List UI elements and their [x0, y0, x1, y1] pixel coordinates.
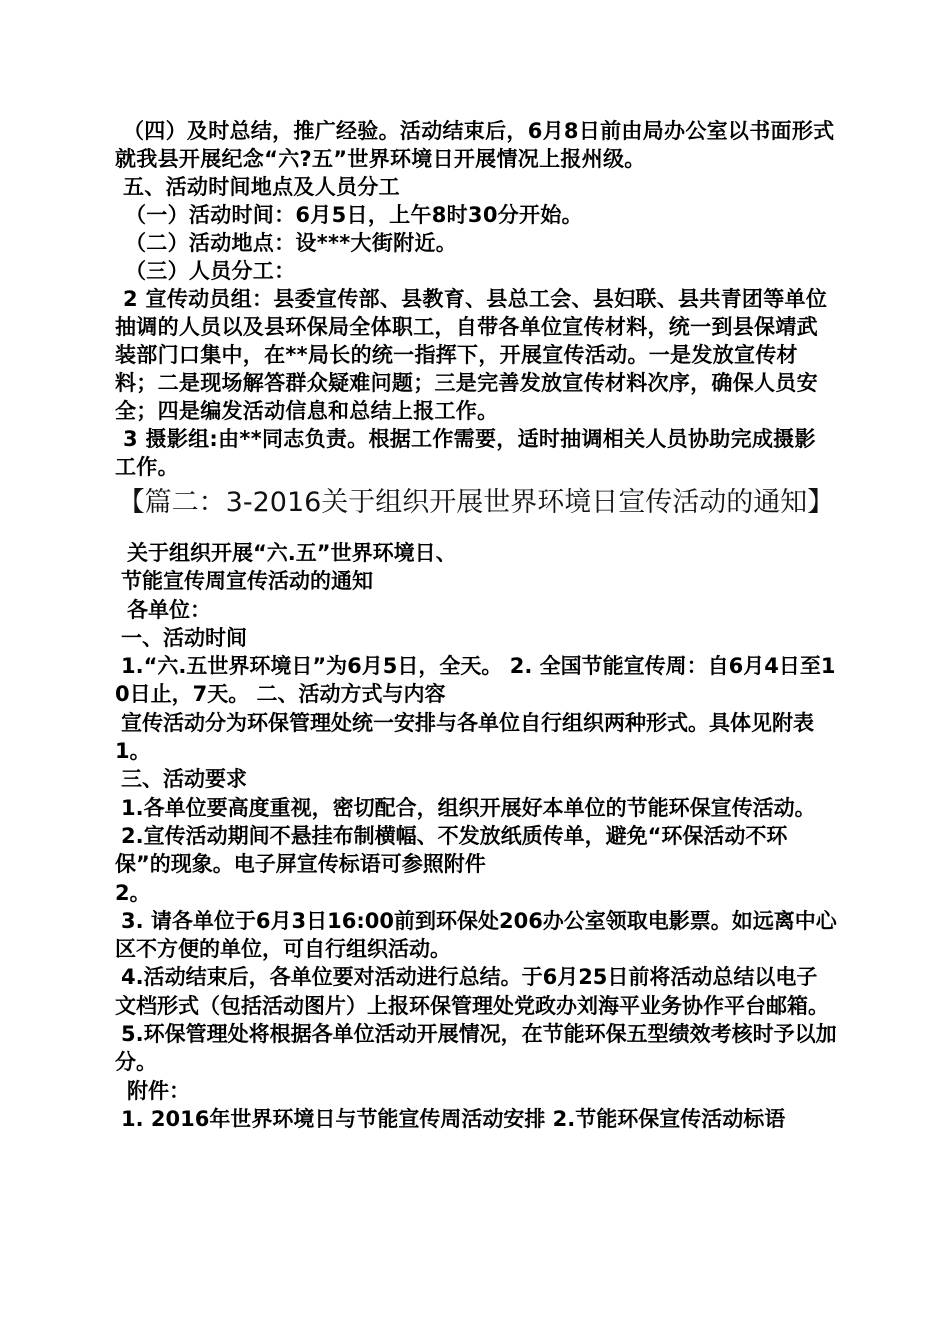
heading-requirements: 三、活动要求: [121, 767, 247, 792]
heading-activity-time: 一、活动时间: [121, 625, 247, 650]
notice-title-line-1: 关于组织开展“六.五”世界环境日、: [127, 541, 457, 565]
article-heading: 【篇二：3-2016关于组织开展世界环境日宣传活动的通知】: [117, 487, 835, 518]
section-one: [115, 117, 837, 481]
paragraph-dates: 1.“六.五世界环境日”为6月5日，全天。 2. 全国节能宣传周：自6月4日至10日止，7天。 二、活动方式与内容: [115, 654, 836, 707]
requirement-2-suffix: 2。: [115, 880, 151, 905]
paragraph-heading-five: 五、活动时间地点及人员分工: [123, 175, 400, 199]
spacer: [115, 521, 837, 539]
paragraph-propaganda-group: 2 宣传动员组：县委宣传部、县教育、县总工会、县妇联、县共青团等单位抽调的人员以及县环保局全体职工，自带各单位宣传材料，统一到县保靖武装部门口集中，在**局长的统一指挥下，开展宣传活动。一是发放宣传材料；二是现场解答群众疑难问题；三是完善发放宣传材料次序，确保人员安全；四是编发活动信息和总结上报工作。: [115, 287, 828, 423]
requirement-4: 4.活动结束后，各单位要对活动进行总结。于6月25日前将活动总结以电子文档形式（包括活动图片）上报环保管理处党政办刘海平业务协作平台邮箱。: [115, 965, 829, 1018]
attachments-list: 1. 2016年世界环境日与节能宣传周活动安排 2.节能环保宣传活动标语: [121, 1106, 786, 1131]
paragraph-activity-location: （二）活动地点：设***大街附近。: [125, 231, 458, 255]
paragraph-summary: （四）及时总结，推广经验。活动结束后，6月8日前由局办公室以书面形式就我县开展纪念“六?五”世界环境日开展情况上报州级。: [115, 119, 835, 171]
requirement-2: 2.宣传活动期间不悬挂布制横幅、不发放纸质传单，避免“环保活动不环保”的现象。电子屏宣传标语可参照附件: [115, 823, 788, 877]
paragraph-activity-time: （一）活动时间：6月5日，上午8时30分开始。: [125, 203, 583, 227]
requirement-3: 3. 请各单位于6月3日16:00前到环保处206办公室领取电影票。如远离中心区不方便的单位，可自行组织活动。: [115, 908, 837, 962]
notice-title-line-2: 节能宣传周宣传活动的通知: [121, 569, 373, 594]
requirement-1: 1.各单位要高度重视，密切配合，组织开展好本单位的节能环保宣传活动。: [121, 795, 816, 820]
section-two: [115, 539, 837, 1133]
attachments-label: 附件：: [127, 1078, 190, 1103]
paragraph-photography-group: 3 摄影组:由**同志负责。根据工作需要，适时抽调相关人员协助完成摄影工作。: [115, 427, 816, 479]
paragraph-forms: 宣传活动分为环保管理处统一安排与各单位自行组织两种形式。具体见附表1。: [115, 710, 814, 764]
notice-addressee: 各单位：: [127, 597, 211, 622]
paragraph-staff-division: （三）人员分工：: [125, 259, 296, 283]
document-body: [115, 117, 837, 1133]
requirement-5: 5.环保管理处将根据各单位活动开展情况，在节能环保五型绩效考核时予以加分。: [115, 1022, 837, 1075]
